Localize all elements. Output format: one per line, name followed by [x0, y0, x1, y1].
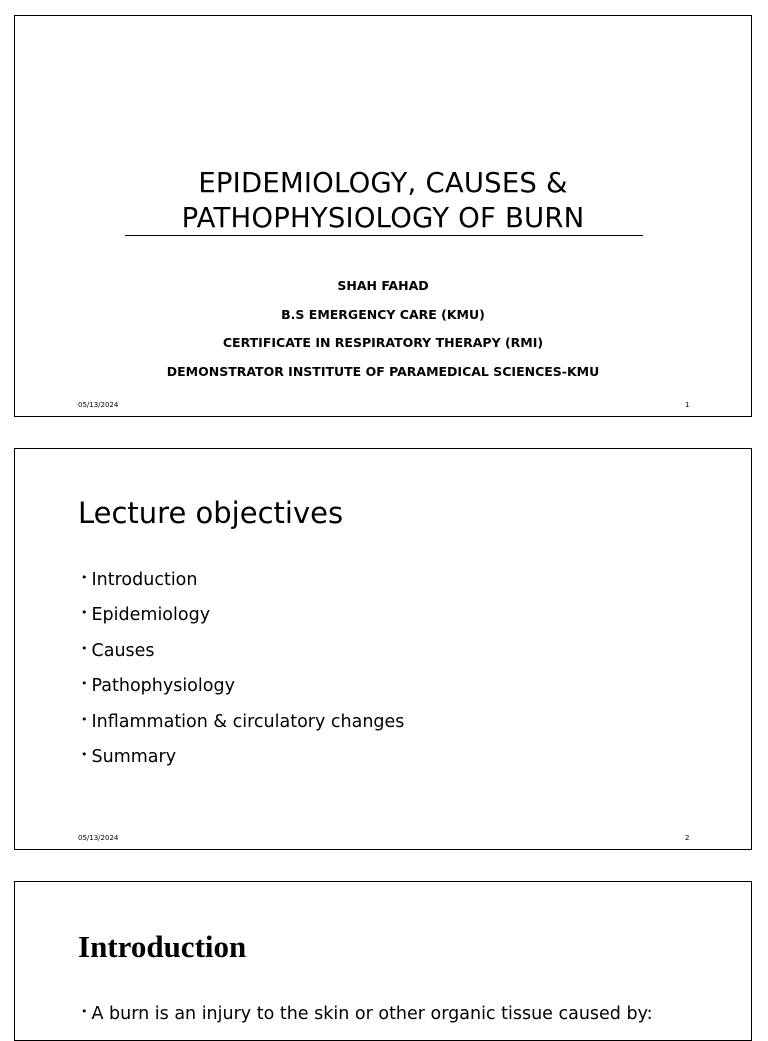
bullet-icon: • — [81, 606, 88, 620]
list-item-text: Summary — [91, 746, 177, 767]
list-item — [81, 706, 404, 741]
list-item — [81, 599, 404, 634]
author-degree: B.S EMERGENCY CARE (KMU) — [281, 306, 485, 322]
list-item-text: Causes — [91, 640, 155, 661]
author-block — [15, 275, 751, 389]
list-item-text: A burn is an injury to the skin or other organic tissue caused by: — [91, 1004, 653, 1024]
bullet-icon: • — [81, 641, 88, 655]
list-item — [81, 741, 404, 776]
list-item — [81, 564, 404, 599]
author-name: SHAH FAHAD — [337, 278, 429, 293]
slide-2 — [14, 448, 752, 850]
bullet-icon: • — [81, 1005, 88, 1018]
title-underline — [125, 235, 643, 236]
bullet-icon: • — [81, 712, 88, 726]
list-item — [81, 670, 404, 705]
slide-title — [15, 166, 751, 236]
slide-number: 1 — [685, 401, 690, 409]
list-item-text: Inflammation & circulatory changes — [91, 711, 405, 732]
author-certificate: CERTIFICATE IN RESPIRATORY THERAPY (RMI) — [222, 335, 544, 350]
bullet-icon: • — [81, 571, 88, 584]
slide-date: 05/13/2024 — [78, 401, 119, 409]
list-item-text: Pathophysiology — [91, 676, 235, 697]
slide-date: 05/13/2024 — [78, 834, 119, 842]
list-item-text: Epidemiology — [91, 605, 211, 626]
title-line-1: EPIDEMIOLOGY, CAUSES & — [198, 167, 568, 199]
title-line-2: PATHOPHYSIOLOGY OF BURN — [181, 202, 585, 234]
slide-number: 2 — [685, 834, 690, 842]
slide-1 — [14, 15, 752, 417]
slide-heading: Introduction — [78, 929, 247, 964]
author-position: DEMONSTRATOR INSTITUTE OF PARAMEDICAL SCIENCES-KMU — [166, 363, 600, 379]
bullet-icon: • — [81, 677, 88, 691]
list-item — [81, 635, 404, 670]
list-item-text: Introduction — [91, 570, 198, 590]
objectives-list — [81, 564, 404, 776]
bullet-icon: • — [81, 747, 88, 761]
slide-heading: Lecture objectives — [78, 496, 344, 530]
slide-3 — [14, 881, 752, 1041]
